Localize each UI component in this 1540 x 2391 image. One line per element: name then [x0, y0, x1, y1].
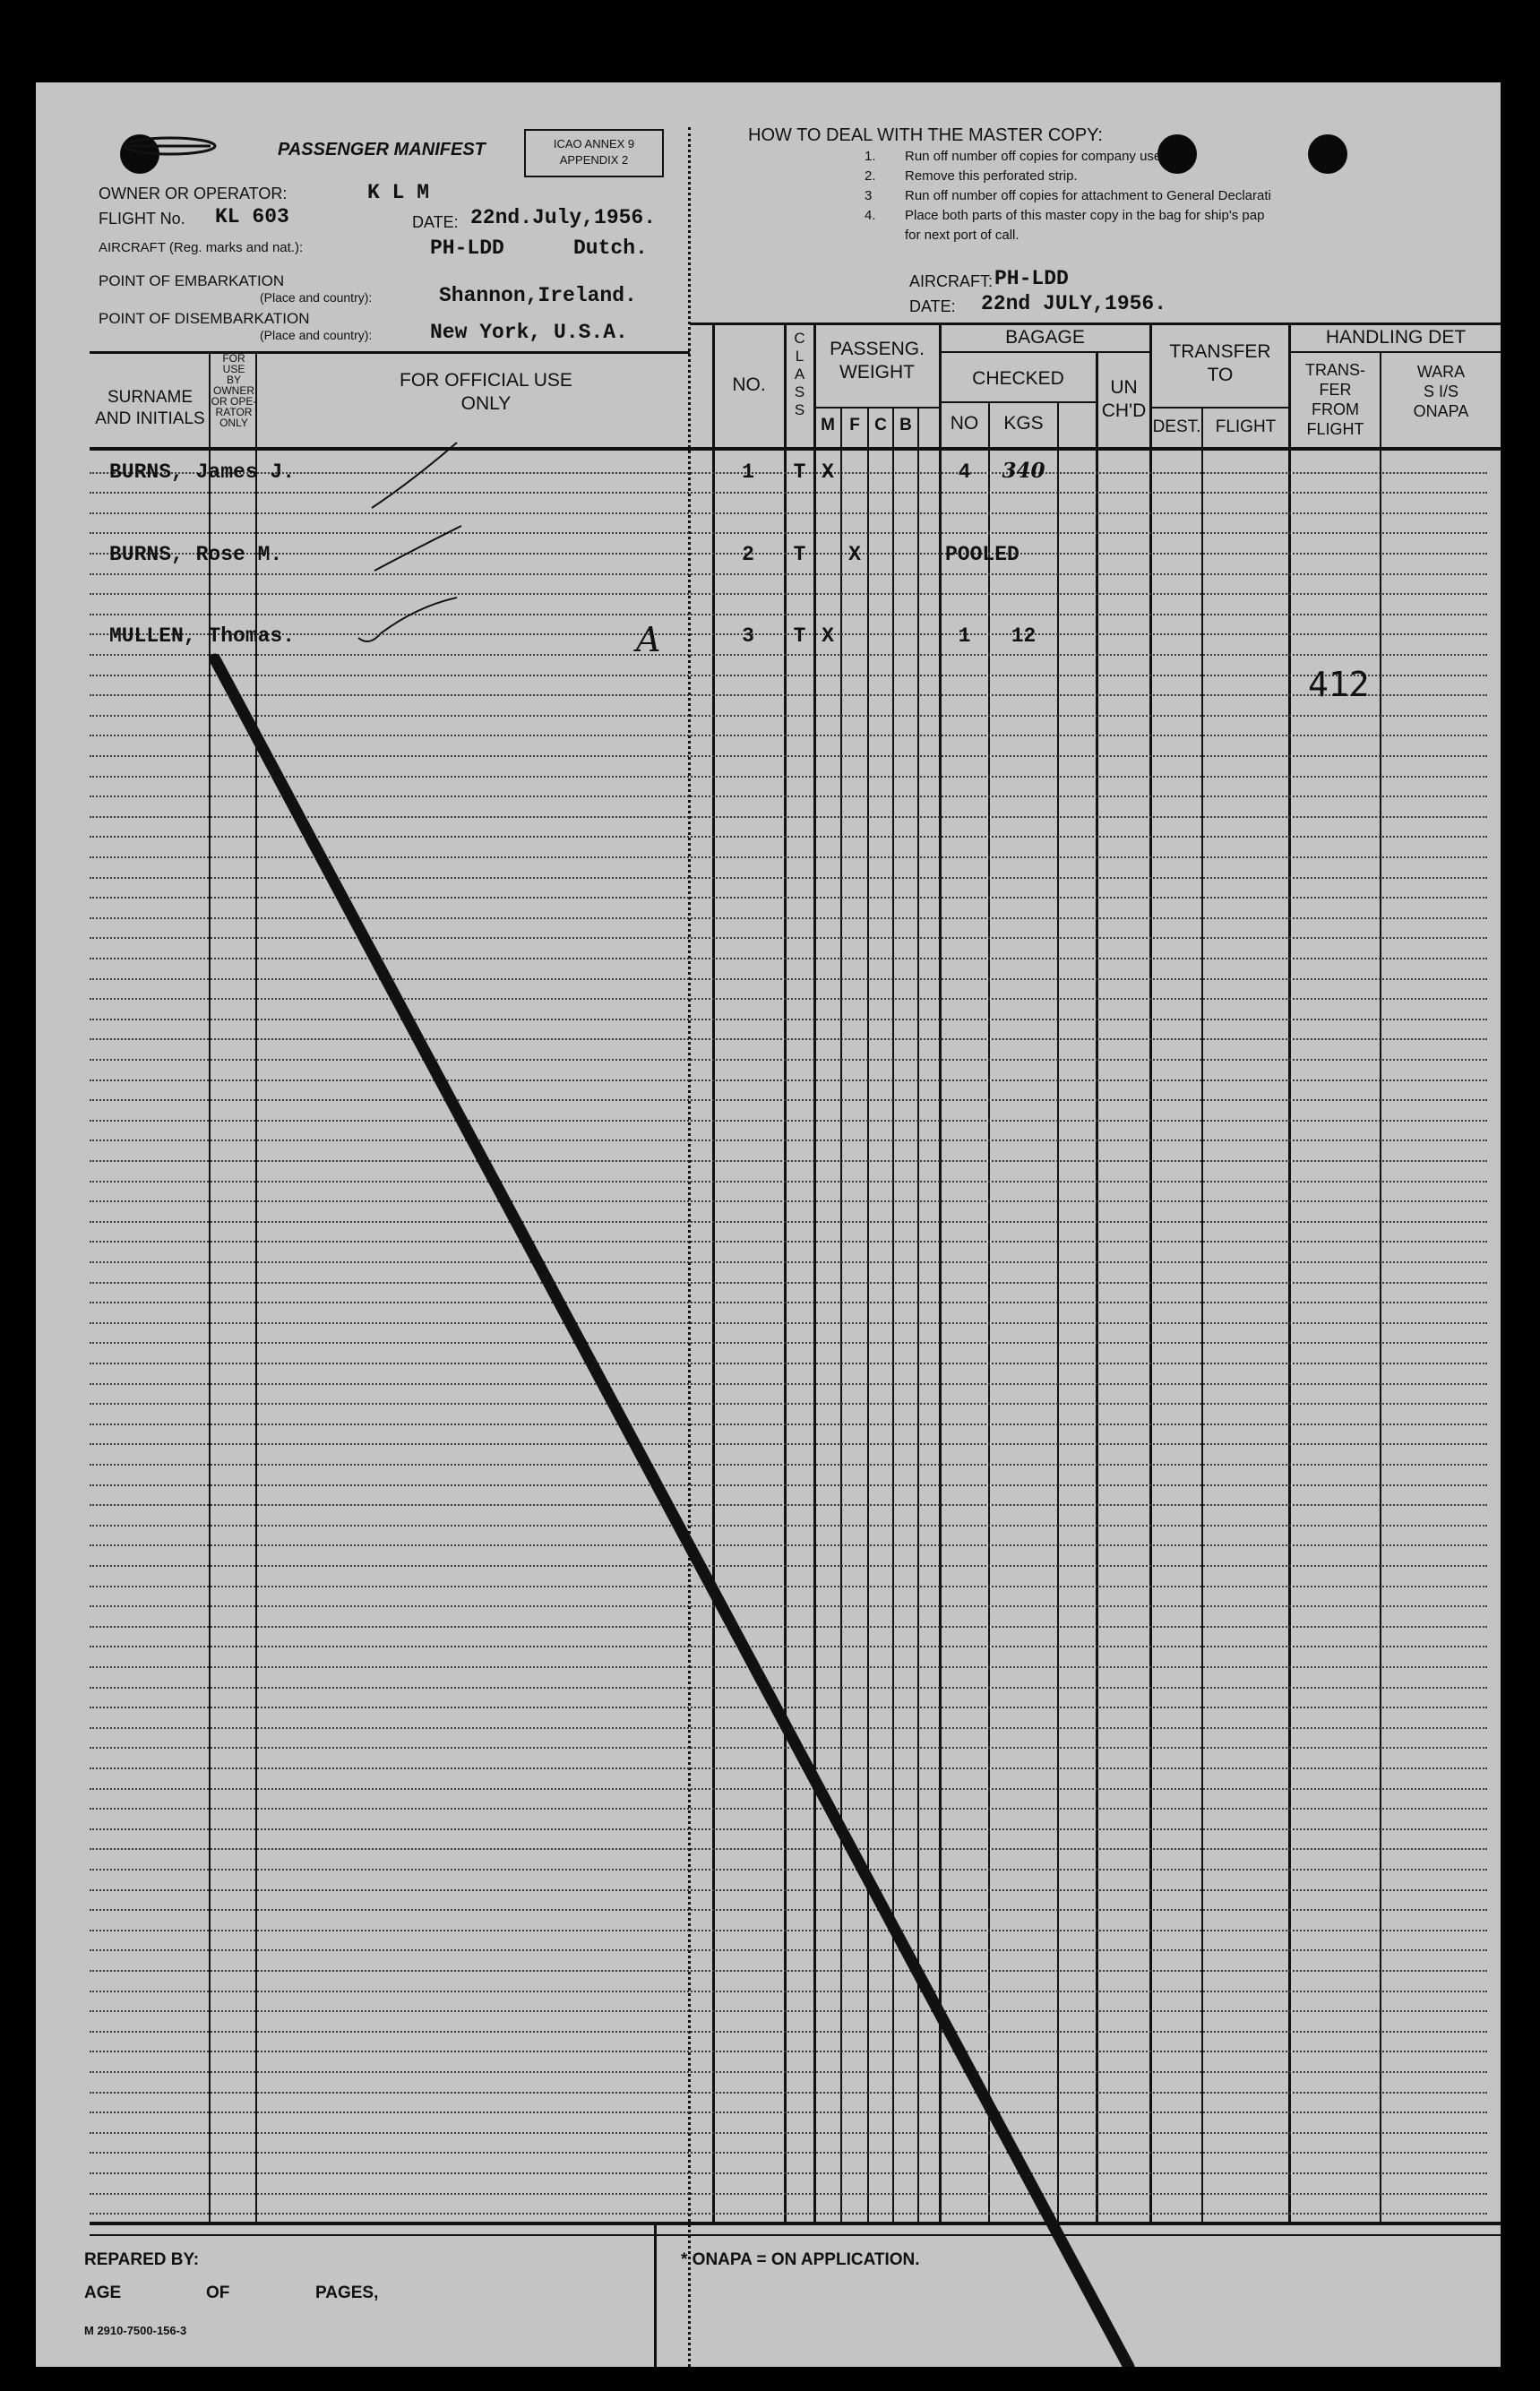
instr-date-value: 22nd JULY,1956.: [981, 292, 1167, 315]
aircraft-label: AIRCRAFT (Reg. marks and nat.):: [99, 240, 304, 255]
instructions-title: HOW TO DEAL WITH THE MASTER COPY:: [748, 125, 1103, 145]
passenger-checked-kgs: 12: [1011, 624, 1037, 648]
passenger-checked-no: POOLED: [945, 543, 1019, 566]
passenger-class: T: [793, 460, 806, 484]
col-header-class: C L A S S: [794, 330, 805, 418]
passenger-no: 3: [742, 624, 754, 648]
pages-label: PAGES,: [315, 2283, 379, 2302]
col-header-weight-f: F: [849, 416, 860, 434]
form-title: PASSENGER MANIFEST: [278, 140, 486, 159]
official-mark: A: [636, 620, 661, 659]
handwritten-total: 412: [1308, 665, 1370, 704]
passenger-checked-no: 4: [958, 460, 971, 484]
col-header-bagage: BAGAGE: [1005, 327, 1085, 348]
instruction-item: 3 Run off number off copies for attachment to General Declarati: [865, 188, 1271, 203]
embark-value: Shannon,Ireland.: [439, 284, 637, 307]
instruction-item: for next port of call.: [905, 228, 1019, 243]
col-header-waraa: WARA S I/S ONAPA: [1413, 363, 1469, 420]
col-header-dest: DEST.: [1152, 417, 1201, 436]
onapa-note: * ONAPA = ON APPLICATION.: [681, 2250, 920, 2269]
check-mark: [372, 443, 457, 508]
passenger-class: T: [793, 543, 806, 566]
flight-value: KL 603: [215, 205, 289, 228]
form-number: M 2910-7500-156-3: [84, 2324, 187, 2337]
passenger-weight-m: X: [822, 624, 834, 648]
col-header-transfer-from: TRANS- FER FROM FLIGHT: [1305, 361, 1365, 438]
disembark-value: New York, U.S.A.: [430, 321, 628, 344]
col-header-surname: SURNAME AND INITIALS: [95, 388, 205, 428]
col-header-checked-no: NO: [950, 413, 979, 434]
disembark-sub: (Place and country):: [260, 328, 373, 342]
date-value: 22nd.July,1956.: [470, 206, 657, 229]
date-label: DATE:: [412, 213, 459, 231]
manifest-sheet: [36, 82, 1501, 2367]
handwriting-overlay: [36, 82, 1501, 2367]
flight-label: FLIGHT No.: [99, 210, 185, 228]
owner-value: K L M: [367, 181, 430, 204]
prepared-by: REPARED BY:: [84, 2250, 200, 2269]
instruction-item: 1. Run off number off copies for company use.: [865, 149, 1166, 164]
passenger-name: BURNS, James J.: [109, 460, 296, 484]
col-header-owner-use: FOR USE BY OWNER OR OPE- RATOR ONLY: [211, 352, 257, 429]
col-header-weight-c: C: [874, 416, 887, 434]
instruction-item: 4. Place both parts of this master copy in the bag for ship's pap: [865, 208, 1265, 223]
instr-date-label: DATE:: [909, 297, 956, 315]
of-label: OF: [206, 2283, 230, 2302]
embark-label: POINT OF EMBARKATION: [99, 272, 285, 289]
col-header-no: NO.: [732, 374, 766, 395]
check-mark: [358, 598, 457, 641]
col-header-flight: FLIGHT: [1215, 417, 1277, 436]
aircraft-value: PH-LDD: [430, 237, 504, 260]
passenger-no: 2: [742, 543, 754, 566]
disembark-label: POINT OF DISEMBARKATION: [99, 310, 310, 327]
col-header-checked: CHECKED: [972, 368, 1064, 389]
instruction-item: 2. Remove this perforated strip.: [865, 168, 1078, 184]
passenger-checked-kgs: 340: [1002, 459, 1045, 483]
passenger-checked-no: 1: [958, 624, 971, 648]
passenger-class: T: [793, 624, 806, 648]
col-header-transfer: TRANSFER TO: [1169, 341, 1271, 385]
passenger-name: BURNS, Rose M.: [109, 543, 283, 566]
annex-line: ICAO ANNEX 9: [553, 137, 635, 151]
nationality-value: Dutch.: [573, 237, 648, 260]
instr-aircraft-label: AIRCRAFT:: [909, 272, 994, 290]
col-header-unchd: UN CH'D: [1101, 377, 1147, 421]
col-header-weight-b: B: [899, 416, 912, 434]
owner-label: OWNER OR OPERATOR:: [99, 185, 288, 202]
col-header-passeng-weight: PASSENG. WEIGHT: [830, 339, 925, 383]
instr-aircraft-value: PH-LDD: [994, 267, 1069, 290]
passenger-weight-m: X: [822, 460, 834, 484]
col-header-handling: HANDLING DET: [1325, 327, 1467, 348]
passenger-no: 1: [742, 460, 754, 484]
passenger-weight-f: X: [848, 543, 861, 566]
annex-line: APPENDIX 2: [559, 153, 629, 167]
embark-sub: (Place and country):: [260, 290, 373, 305]
col-header-official-use: FOR OFFICIAL USE ONLY: [400, 370, 572, 414]
page-label: AGE: [84, 2283, 122, 2302]
passenger-name: MULLEN, Thomas.: [109, 624, 296, 648]
col-header-checked-kgs: KGS: [1003, 413, 1044, 434]
col-header-weight-m: M: [821, 416, 835, 434]
cross-out-stroke: [215, 659, 1129, 2367]
check-mark: [374, 526, 461, 571]
